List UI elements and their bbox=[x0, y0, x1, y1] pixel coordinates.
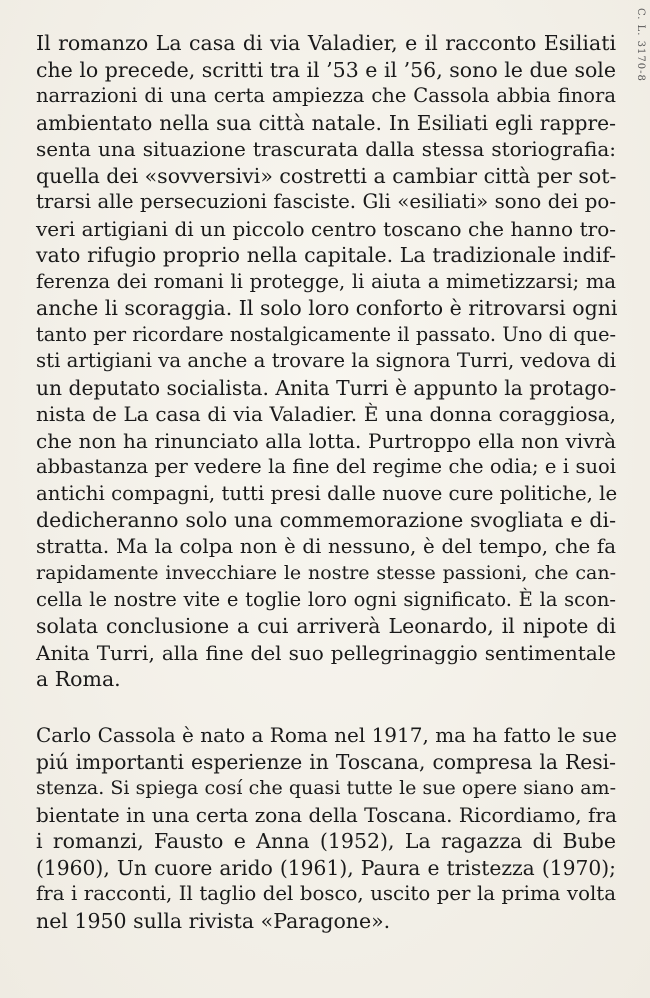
text-line: senta una situazione trascurata dalla stessa storiografia: bbox=[36, 137, 616, 161]
text-line: un deputato socialista. Anita Turri è appunto la protago- bbox=[36, 375, 617, 400]
text-line: anche li scoraggia. Il solo loro conforto è ritrovarsi ogni bbox=[36, 296, 618, 320]
text-line: tanto per ricordare nostalgicamente il passato. Uno di que- bbox=[36, 322, 616, 346]
text-line: solata conclusione a cui arriverà Leonardo, il nipote di bbox=[36, 614, 616, 638]
text-line: stratta. Ma la colpa non è di nessuno, è del tempo, che fa bbox=[36, 534, 616, 558]
text-line: bientate in una certa zona della Toscana. Ricordiamo, fra bbox=[36, 802, 617, 827]
text-line: rapidamente invecchiare le nostre stesse passioni, che can- bbox=[36, 562, 616, 584]
text-line: piú importanti esperienze in Toscana, compresa la Resi- bbox=[36, 749, 616, 774]
text-line: fra i racconti, Il taglio del bosco, uscito per la prima volta bbox=[36, 882, 616, 905]
text-line: Carlo Cassola è nato a Roma nel 1917, ma ha fatto le sue bbox=[36, 723, 617, 747]
text-line: Anita Turri, alla fine del suo pellegrinaggio sentimentale bbox=[36, 640, 616, 665]
text-line: narrazioni di una certa ampiezza che Cassola abbia finora bbox=[36, 84, 616, 107]
text-line: dedicheranno solo una commemorazione svogliata e di- bbox=[36, 508, 616, 532]
text-line: nista de La casa di via Valadier. È una donna coraggiosa, bbox=[36, 402, 616, 426]
text-line: trarsi alle persecuzioni fasciste. Gli «esiliati» sono dei po- bbox=[36, 190, 616, 213]
text-line: antichi compagni, tutti presi dalle nuove cure politiche, le bbox=[36, 481, 618, 505]
text-line: nel 1950 sulla rivista «Paragone». bbox=[36, 908, 391, 933]
catalog-code: C. L. 3170-8 bbox=[635, 8, 646, 82]
text-line: Il romanzo La casa di via Valadier, e il racconto Esiliati bbox=[36, 31, 616, 55]
synopsis-paragraph bbox=[36, 30, 616, 693]
text-line: a Roma. bbox=[36, 667, 121, 691]
text-line: che lo precede, scritti tra il ’53 e il ’56, sono le due sole bbox=[36, 57, 616, 82]
text-line: quella dei «sovversivi» costretti a cambiar città per sot- bbox=[36, 163, 617, 188]
text-line: vato rifugio proprio nella capitale. La tradizionale indif- bbox=[36, 243, 616, 267]
text-line: ambientato nella sua città natale. In Esiliati egli rappre- bbox=[36, 110, 616, 135]
text-line: cella le nostre vite e toglie loro ogni significato. È la scon- bbox=[36, 587, 616, 611]
text-line: i romanzi, Fausto e Anna (1952), La ragazza di Bube bbox=[36, 829, 616, 853]
text-line: abbastanza per vedere la fine del regime che odia; e i suoi bbox=[36, 455, 616, 478]
text-line: ferenza dei romani li protegge, li aiuta a mimetizzarsi; ma bbox=[36, 269, 616, 293]
author-bio-paragraph bbox=[36, 722, 616, 934]
text-line: stenza. Si spiega cosí che quasi tutte le sue opere siano am- bbox=[36, 777, 616, 799]
text-line: che non ha rinunciato alla lotta. Purtroppo ella non vivrà bbox=[36, 428, 616, 453]
text-line: (1960), Un cuore arido (1961), Paura e tristezza (1970); bbox=[36, 855, 616, 880]
text-line: veri artigiani di un piccolo centro toscano che hanno tro- bbox=[36, 216, 616, 241]
text-line: sti artigiani va anche a trovare la signora Turri, vedova di bbox=[36, 349, 617, 372]
